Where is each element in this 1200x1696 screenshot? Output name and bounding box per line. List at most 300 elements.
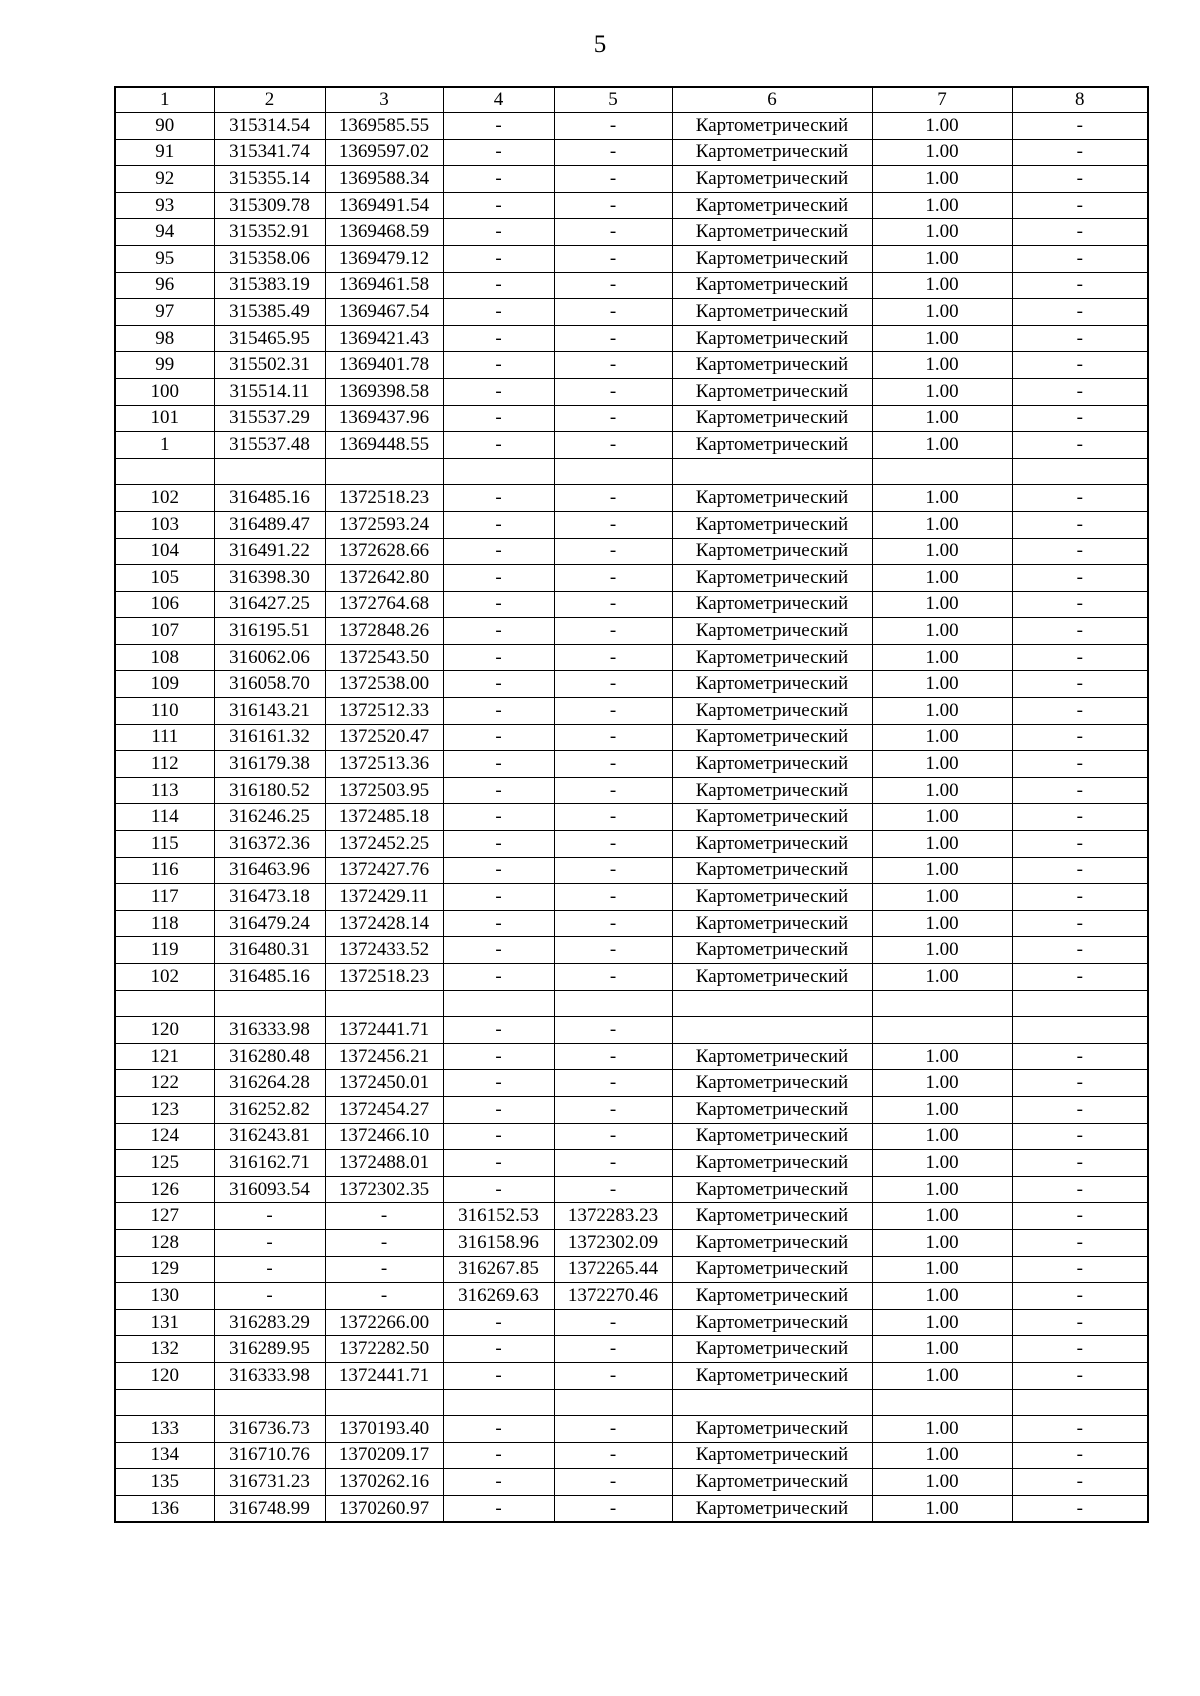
table-cell: 1372270.46 (554, 1283, 672, 1310)
table-cell: - (554, 352, 672, 379)
table-cell: - (554, 1123, 672, 1150)
header-row (115, 87, 1148, 113)
table-cell: Картометрический (672, 166, 872, 193)
table-row (115, 1043, 1148, 1070)
table-cell: 1370193.40 (325, 1416, 443, 1443)
table-cell: - (443, 937, 554, 964)
table-row (115, 1389, 1148, 1416)
table-cell (672, 990, 872, 1017)
table-row (115, 139, 1148, 166)
table-cell: 1372848.26 (325, 618, 443, 645)
table-cell: - (1012, 1096, 1148, 1123)
table-cell: Картометрический (672, 511, 872, 538)
table-cell: Картометрический (672, 857, 872, 884)
table-cell: - (325, 1229, 443, 1256)
column-header: 3 (325, 87, 443, 113)
table-row (115, 511, 1148, 538)
table-cell: - (443, 884, 554, 911)
table-cell: - (443, 1362, 554, 1389)
table-cell: Картометрический (672, 777, 872, 804)
table-cell: - (1012, 698, 1148, 725)
table-cell: 1372282.50 (325, 1336, 443, 1363)
column-header: 1 (115, 87, 214, 113)
table-cell: 92 (115, 166, 214, 193)
table-cell: Картометрический (672, 1256, 872, 1283)
table-cell: 316372.36 (214, 831, 325, 858)
table-cell: Картометрический (672, 299, 872, 326)
table-row (115, 910, 1148, 937)
table-cell: 1372266.00 (325, 1309, 443, 1336)
table-cell: Картометрический (672, 1309, 872, 1336)
table-cell: 1.00 (872, 1256, 1012, 1283)
table-cell: Картометрический (672, 565, 872, 592)
table-cell: - (554, 777, 672, 804)
table-cell: 316267.85 (443, 1256, 554, 1283)
table-row (115, 751, 1148, 778)
table-cell: 316062.06 (214, 644, 325, 671)
table-cell: 102 (115, 485, 214, 512)
table-cell: - (443, 671, 554, 698)
table-cell (443, 990, 554, 1017)
table-cell: Картометрический (672, 1123, 872, 1150)
table-cell (115, 990, 214, 1017)
table-cell (1012, 1389, 1148, 1416)
table-cell: Картометрический (672, 192, 872, 219)
table-cell: 102 (115, 964, 214, 991)
table-cell: 132 (115, 1336, 214, 1363)
table-row (115, 1416, 1148, 1443)
table-cell: 316152.53 (443, 1203, 554, 1230)
table-cell: 123 (115, 1096, 214, 1123)
table-cell: - (443, 644, 554, 671)
table-cell: - (554, 378, 672, 405)
table-cell: - (1012, 245, 1148, 272)
table-cell: - (1012, 113, 1148, 140)
table-cell: Картометрический (672, 831, 872, 858)
table-cell: Картометрический (672, 1203, 872, 1230)
table-cell: - (443, 751, 554, 778)
table-row (115, 1283, 1148, 1310)
table-cell: - (554, 964, 672, 991)
table-cell: 1369597.02 (325, 139, 443, 166)
table-cell: - (443, 1336, 554, 1363)
table-cell: 1372488.01 (325, 1150, 443, 1177)
table-cell: 1372450.01 (325, 1070, 443, 1097)
table-cell: 1.00 (872, 937, 1012, 964)
table-row (115, 1336, 1148, 1363)
table-cell: 117 (115, 884, 214, 911)
table-cell (672, 1389, 872, 1416)
table-cell: 104 (115, 538, 214, 565)
table-cell: 1.00 (872, 272, 1012, 299)
table-cell: - (1012, 831, 1148, 858)
table-cell: 1.00 (872, 1362, 1012, 1389)
table-cell: - (1012, 325, 1148, 352)
table-body (115, 113, 1148, 1523)
table-cell: Картометрический (672, 1150, 872, 1177)
table-cell: - (443, 777, 554, 804)
table-cell: 315385.49 (214, 299, 325, 326)
table-cell (214, 458, 325, 485)
table-cell: - (554, 511, 672, 538)
table-cell: - (1012, 618, 1148, 645)
table-cell: - (554, 698, 672, 725)
table-cell: Картометрический (672, 1336, 872, 1363)
table-row (115, 1229, 1148, 1256)
table-cell: 1.00 (872, 432, 1012, 459)
table-cell: 130 (115, 1283, 214, 1310)
table-cell: - (554, 1309, 672, 1336)
table-cell: 1.00 (872, 1150, 1012, 1177)
table-cell: Картометрический (672, 405, 872, 432)
table-row (115, 1442, 1148, 1469)
table-row (115, 1070, 1148, 1097)
table-cell: - (1012, 139, 1148, 166)
table-row (115, 1309, 1148, 1336)
table-cell: - (554, 804, 672, 831)
table-cell: 114 (115, 804, 214, 831)
table-cell: 127 (115, 1203, 214, 1230)
table-cell: 315465.95 (214, 325, 325, 352)
table-cell: 1.00 (872, 325, 1012, 352)
table-cell: Картометрический (672, 618, 872, 645)
table-cell: - (443, 166, 554, 193)
table-cell: - (443, 219, 554, 246)
table-cell: - (554, 671, 672, 698)
table-cell: 315314.54 (214, 113, 325, 140)
table-cell: Картометрический (672, 964, 872, 991)
table-cell: 106 (115, 591, 214, 618)
table-cell: - (554, 1416, 672, 1443)
table-cell: - (1012, 724, 1148, 751)
table-cell: 1.00 (872, 352, 1012, 379)
table-cell: - (325, 1256, 443, 1283)
table-row (115, 299, 1148, 326)
table-cell: - (1012, 1442, 1148, 1469)
table-cell: - (554, 884, 672, 911)
table-cell: Картометрический (672, 378, 872, 405)
table-row (115, 777, 1148, 804)
table-cell: 316710.76 (214, 1442, 325, 1469)
table-cell (672, 458, 872, 485)
table-cell: - (443, 405, 554, 432)
table-cell: 316243.81 (214, 1123, 325, 1150)
table-row (115, 405, 1148, 432)
table-cell: 116 (115, 857, 214, 884)
table-cell: 1369421.43 (325, 325, 443, 352)
table-cell: 1.00 (872, 1070, 1012, 1097)
table-cell: - (554, 937, 672, 964)
table-cell: 1.00 (872, 1442, 1012, 1469)
table-cell: 1372427.76 (325, 857, 443, 884)
table-cell: - (554, 1070, 672, 1097)
table-cell: 316333.98 (214, 1362, 325, 1389)
table-header (115, 87, 1148, 113)
table-cell: - (443, 432, 554, 459)
table-cell: - (554, 219, 672, 246)
column-header: 8 (1012, 87, 1148, 113)
table-cell: 315355.14 (214, 166, 325, 193)
table-cell: - (1012, 1070, 1148, 1097)
table-cell: - (554, 1469, 672, 1496)
table-cell: 1.00 (872, 192, 1012, 219)
table-cell: 133 (115, 1416, 214, 1443)
table-cell: 316333.98 (214, 1017, 325, 1044)
table-cell (115, 1389, 214, 1416)
table-row (115, 166, 1148, 193)
table-cell: 1372512.33 (325, 698, 443, 725)
table-row (115, 857, 1148, 884)
table-cell: 120 (115, 1017, 214, 1044)
table-cell: - (1012, 1283, 1148, 1310)
table-row (115, 591, 1148, 618)
table-cell: - (1012, 1203, 1148, 1230)
table-cell: - (1012, 1336, 1148, 1363)
table-cell: Картометрический (672, 1283, 872, 1310)
table-cell: - (554, 272, 672, 299)
table-cell: Картометрический (672, 724, 872, 751)
table-cell: - (554, 1096, 672, 1123)
table-cell: 1369467.54 (325, 299, 443, 326)
table-cell: Картометрический (672, 1362, 872, 1389)
table-cell: - (1012, 352, 1148, 379)
table-cell: 95 (115, 245, 214, 272)
table-cell: - (1012, 511, 1148, 538)
table-cell: - (443, 272, 554, 299)
table-cell: - (443, 1017, 554, 1044)
table-cell: 1372518.23 (325, 485, 443, 512)
table-cell: 1.00 (872, 1469, 1012, 1496)
table-cell: - (443, 1096, 554, 1123)
table-cell: - (443, 698, 554, 725)
table-cell (325, 458, 443, 485)
table-cell: - (443, 1123, 554, 1150)
table-cell: - (554, 1336, 672, 1363)
table-cell: Картометрический (672, 432, 872, 459)
table-row (115, 272, 1148, 299)
table-cell: 115 (115, 831, 214, 858)
table-row (115, 1256, 1148, 1283)
table-cell: 1372503.95 (325, 777, 443, 804)
table-cell: 1.00 (872, 1309, 1012, 1336)
column-header: 5 (554, 87, 672, 113)
table-row (115, 1362, 1148, 1389)
table-row (115, 831, 1148, 858)
table-cell: 315502.31 (214, 352, 325, 379)
table-cell (672, 1017, 872, 1044)
table-cell: - (554, 724, 672, 751)
table-cell: 1.00 (872, 1495, 1012, 1522)
table-row (115, 325, 1148, 352)
table-cell: 1372265.44 (554, 1256, 672, 1283)
table-cell: 1372441.71 (325, 1017, 443, 1044)
table-cell: 316473.18 (214, 884, 325, 911)
table-row (115, 1123, 1148, 1150)
table-cell: 113 (115, 777, 214, 804)
table-cell: 315383.19 (214, 272, 325, 299)
table-row (115, 458, 1148, 485)
table-cell: 316180.52 (214, 777, 325, 804)
table-cell: 1372485.18 (325, 804, 443, 831)
table-cell: - (554, 1362, 672, 1389)
table-cell: Картометрический (672, 751, 872, 778)
table-cell (325, 1389, 443, 1416)
table-cell: - (554, 485, 672, 512)
table-cell: 1372518.23 (325, 964, 443, 991)
table-cell: 316269.63 (443, 1283, 554, 1310)
table-cell: Картометрический (672, 352, 872, 379)
table-cell (554, 458, 672, 485)
table-cell: 1.00 (872, 1176, 1012, 1203)
table-cell: - (443, 910, 554, 937)
table-cell: 110 (115, 698, 214, 725)
table-cell: 1372429.11 (325, 884, 443, 911)
table-cell: 1372283.23 (554, 1203, 672, 1230)
table-cell: Картометрический (672, 884, 872, 911)
table-cell: 1369448.55 (325, 432, 443, 459)
page-number: 5 (593, 31, 607, 58)
table-cell: 125 (115, 1150, 214, 1177)
table-cell: 1.00 (872, 1283, 1012, 1310)
table-cell: 1.00 (872, 378, 1012, 405)
table-cell: - (1012, 751, 1148, 778)
table-cell: 1372302.35 (325, 1176, 443, 1203)
table-cell: - (1012, 299, 1148, 326)
table-cell: 122 (115, 1070, 214, 1097)
table-cell: 1372628.66 (325, 538, 443, 565)
table-cell: 1370209.17 (325, 1442, 443, 1469)
table-cell: - (214, 1256, 325, 1283)
table-cell: 118 (115, 910, 214, 937)
table-cell: - (1012, 432, 1148, 459)
table-cell: - (443, 1176, 554, 1203)
table-cell: - (554, 857, 672, 884)
table-cell: 90 (115, 113, 214, 140)
table-cell: - (1012, 378, 1148, 405)
table-row (115, 565, 1148, 592)
table-row (115, 219, 1148, 246)
table-cell: 316283.29 (214, 1309, 325, 1336)
table-row (115, 1096, 1148, 1123)
table-cell: 119 (115, 937, 214, 964)
table-cell: - (325, 1203, 443, 1230)
table-cell: 112 (115, 751, 214, 778)
table-cell: - (1012, 1256, 1148, 1283)
table-cell: Картометрический (672, 910, 872, 937)
table-cell: - (1012, 964, 1148, 991)
table-cell: - (1012, 804, 1148, 831)
table-row (115, 1017, 1148, 1044)
table-cell: 131 (115, 1309, 214, 1336)
table-cell: 135 (115, 1469, 214, 1496)
table-cell: 98 (115, 325, 214, 352)
table-cell: 1372454.27 (325, 1096, 443, 1123)
table-cell: Картометрический (672, 139, 872, 166)
table-cell: 316731.23 (214, 1469, 325, 1496)
table-cell: - (554, 831, 672, 858)
table-cell: 1369479.12 (325, 245, 443, 272)
table-row (115, 884, 1148, 911)
table-cell: 1.00 (872, 591, 1012, 618)
table-cell: - (1012, 272, 1148, 299)
table-cell: 1.00 (872, 166, 1012, 193)
table-cell: 1.00 (872, 910, 1012, 937)
table-cell: Картометрический (672, 219, 872, 246)
table-cell: Картометрический (672, 272, 872, 299)
table-cell: - (443, 1442, 554, 1469)
table-row (115, 618, 1148, 645)
table-cell: - (214, 1203, 325, 1230)
table-cell: - (554, 113, 672, 140)
table-cell: - (443, 113, 554, 140)
table-cell: 316058.70 (214, 671, 325, 698)
table-cell: 316485.16 (214, 964, 325, 991)
table-cell: Картометрический (672, 485, 872, 512)
table-cell: - (443, 1309, 554, 1336)
table-cell: - (1012, 192, 1148, 219)
table-cell: - (1012, 1176, 1148, 1203)
table-cell: 96 (115, 272, 214, 299)
table-cell: - (1012, 166, 1148, 193)
table-cell (214, 1389, 325, 1416)
table-cell: 121 (115, 1043, 214, 1070)
table-cell: 1372593.24 (325, 511, 443, 538)
table-row (115, 964, 1148, 991)
table-cell: 1369491.54 (325, 192, 443, 219)
table-cell: - (1012, 937, 1148, 964)
table-cell: 315309.78 (214, 192, 325, 219)
table-cell: 316427.25 (214, 591, 325, 618)
table-cell: 1.00 (872, 1336, 1012, 1363)
table-cell: Картометрический (672, 245, 872, 272)
table-cell: - (554, 299, 672, 326)
table-cell: - (1012, 671, 1148, 698)
table-cell: 1372441.71 (325, 1362, 443, 1389)
table-cell: Картометрический (672, 1096, 872, 1123)
table-cell: - (554, 325, 672, 352)
table-row (115, 644, 1148, 671)
table-cell (872, 458, 1012, 485)
table-cell: 316480.31 (214, 937, 325, 964)
table-cell: 1.00 (872, 538, 1012, 565)
table-cell: - (443, 724, 554, 751)
table-cell (872, 990, 1012, 1017)
table-row (115, 378, 1148, 405)
table-cell: - (1012, 219, 1148, 246)
column-header: 2 (214, 87, 325, 113)
table-cell: Картометрический (672, 591, 872, 618)
table-cell: 1.00 (872, 511, 1012, 538)
table-cell: 316143.21 (214, 698, 325, 725)
table-cell: - (443, 1070, 554, 1097)
table-cell: 316195.51 (214, 618, 325, 645)
table-cell: 1372452.25 (325, 831, 443, 858)
table-cell: - (443, 565, 554, 592)
table-cell: 1369585.55 (325, 113, 443, 140)
table-cell: 1.00 (872, 113, 1012, 140)
table-cell: 316489.47 (214, 511, 325, 538)
table-cell: 1372538.00 (325, 671, 443, 698)
table-row (115, 937, 1148, 964)
table-cell: - (1012, 1150, 1148, 1177)
table-cell: 316463.96 (214, 857, 325, 884)
table-cell: 316161.32 (214, 724, 325, 751)
table-cell: 315514.11 (214, 378, 325, 405)
table-cell: - (443, 139, 554, 166)
table-cell: 1.00 (872, 618, 1012, 645)
table-cell: 316093.54 (214, 1176, 325, 1203)
table-cell: 124 (115, 1123, 214, 1150)
